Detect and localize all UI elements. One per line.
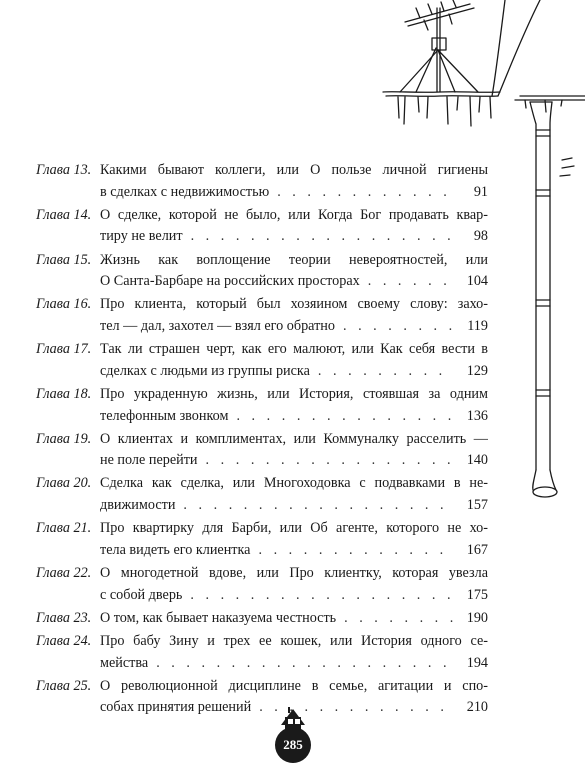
chapter-label: Глава 22. xyxy=(36,565,92,582)
roof-slope-drawing xyxy=(492,0,585,112)
page-ref: 167 xyxy=(466,541,488,558)
entry-title-end: собах принятия решений xyxy=(100,699,252,716)
page-ref: 91 xyxy=(473,183,488,200)
page-ref: 140 xyxy=(466,452,488,469)
toc-entry-18[interactable] xyxy=(36,384,488,427)
toc-entry-25[interactable] xyxy=(36,676,488,719)
toc-entry-20[interactable] xyxy=(36,473,488,516)
entry-title-line: О многодетной вдове, или Про клиентку, которая увезла xyxy=(100,565,488,582)
dot-leader xyxy=(344,608,454,630)
entry-title-end: с собой дверь xyxy=(100,586,183,603)
dot-leader xyxy=(258,540,454,562)
chapter-label: Глава 13. xyxy=(36,162,92,178)
entry-title-line: Про квартирку для Барби, или Об агенте, которого не хо- xyxy=(100,520,488,537)
toc-entry-22[interactable] xyxy=(36,563,488,606)
chapter-label: Глава 17. xyxy=(36,341,92,358)
toc-entry-19[interactable] xyxy=(36,429,488,472)
dot-leader xyxy=(191,226,454,248)
chapter-label: Глава 21. xyxy=(36,520,92,537)
entry-title-end: движимости xyxy=(100,497,176,514)
tv-antenna-drawing xyxy=(400,0,478,92)
entry-title-line: О сделке, которой не было, или Когда Бог продавать квар- xyxy=(100,206,488,223)
drainpipe-drawing xyxy=(530,102,574,497)
toc-entry-24[interactable] xyxy=(36,631,488,674)
entry-title-end: тиру не велит xyxy=(100,228,183,245)
entry-title-end: О Санта-Барбаре на российских просторах xyxy=(100,273,360,290)
entry-title-line: Сделка как сделка, или Многоходовка с подвавками в не- xyxy=(100,475,488,492)
page-ref: 104 xyxy=(466,273,488,290)
page-ref: 98 xyxy=(473,228,488,245)
chapter-label: Глава 18. xyxy=(36,385,92,402)
page-ref: 157 xyxy=(466,497,488,514)
table-of-contents xyxy=(36,160,488,721)
entry-title-end: тела видеть его клиентка xyxy=(100,541,251,558)
chapter-label: Глава 14. xyxy=(36,206,92,223)
chapter-label: Глава 15. xyxy=(36,251,92,268)
page-ref: 136 xyxy=(466,407,488,424)
toc-entry-14[interactable] xyxy=(36,205,488,248)
entry-title-end: мейства xyxy=(100,654,149,671)
entry-title-end: О том, как бывает наказуема честность xyxy=(100,609,337,626)
chapter-label: Глава 23. xyxy=(36,609,92,626)
toc-entry-15[interactable] xyxy=(36,250,488,293)
dot-leader xyxy=(368,271,454,293)
entry-title-end: в сделках с недвижимостью xyxy=(100,183,270,200)
dot-leader xyxy=(206,450,454,472)
entry-title-line: О клиентах и комплиментах, или Коммуналку расселить — xyxy=(100,430,488,447)
toc-entry-23[interactable] xyxy=(36,608,488,630)
page-ref: 175 xyxy=(466,586,488,603)
roof-edge-drawing xyxy=(383,92,500,126)
entry-title-end: телефонным звонком xyxy=(100,407,229,424)
toc-entry-21[interactable] xyxy=(36,518,488,561)
dot-leader xyxy=(190,585,454,607)
dot-leader xyxy=(236,406,454,428)
toc-entry-17[interactable] xyxy=(36,339,488,382)
dot-leader xyxy=(343,316,454,338)
entry-title-line: Какими бывают коллеги, или О пользе личной гигиены xyxy=(100,162,488,178)
dot-leader xyxy=(318,361,454,383)
entry-title-end: тел — дал, захотел — взял его обратно xyxy=(100,317,335,334)
dot-leader xyxy=(156,653,454,675)
entry-title-line: О революционной дисциплине в семье, агитации и спо- xyxy=(100,677,488,694)
page-number: 285 xyxy=(283,737,303,752)
chapter-label: Глава 19. xyxy=(36,430,92,447)
chapter-label: Глава 25. xyxy=(36,677,92,694)
page-ref: 194 xyxy=(466,654,488,671)
page-ref: 210 xyxy=(466,699,488,716)
dot-leader xyxy=(183,495,454,517)
entry-title-end: сделках с людьми из группы риска xyxy=(100,362,310,379)
chapter-label: Глава 20. xyxy=(36,475,92,492)
toc-entry-13[interactable] xyxy=(36,160,488,203)
chapter-label: Глава 16. xyxy=(36,296,92,313)
entry-title-line: Про украденную жизнь, или История, стоявшая за одним xyxy=(100,385,488,402)
entry-title-line: Жизнь как воплощение теории невероятностей, или xyxy=(100,251,488,268)
entry-title-line: Про бабу Зину и трех ее кошек, или История одного се- xyxy=(100,633,488,649)
entry-title-line: Про клиента, который был хозяином своему слову: захо- xyxy=(100,296,488,313)
page-ref: 190 xyxy=(466,609,488,626)
entry-title-line: Так ли страшен черт, как его малюют, или Как себя вести в xyxy=(100,341,488,358)
page-ref: 129 xyxy=(466,362,488,379)
toc-entry-16[interactable] xyxy=(36,294,488,337)
page-ref: 119 xyxy=(467,317,488,334)
dot-leader xyxy=(277,182,454,204)
chapter-label: Глава 24. xyxy=(36,633,92,649)
entry-title-end: не поле перейти xyxy=(100,452,198,469)
